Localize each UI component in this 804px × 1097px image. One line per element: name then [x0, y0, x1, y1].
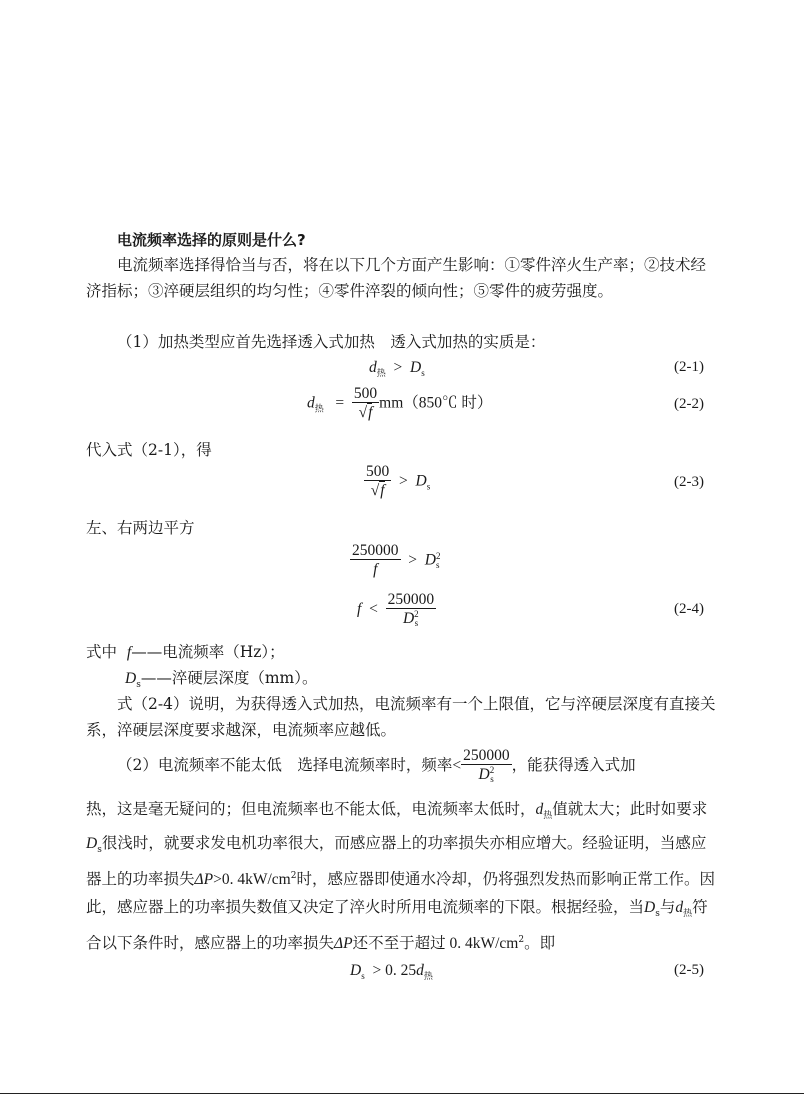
eq4-den-sub: s — [414, 618, 419, 629]
equation-number-2-2: (2-2) — [674, 396, 704, 412]
para4-tail: ，能获得透入式加 — [511, 756, 636, 774]
para5-text-8: 还不至于超过 0. 4kW/cm — [352, 935, 519, 952]
heating-type-paragraph: （1）加热类型应首先选择透入式加热 透入式加热的实质是： — [117, 333, 546, 351]
where-d-desc: ——淬硬层深度（mm）。 — [140, 669, 318, 687]
eq4-frac-den — [386, 609, 437, 629]
equation-2-1 — [369, 359, 425, 379]
para5-text-4-sup: 2 — [290, 871, 297, 881]
lower-limit-paragraph — [86, 796, 716, 958]
where-d-line — [125, 666, 317, 690]
para5-delta-p-2: ΔP — [334, 935, 353, 952]
eq5-rhs-sub: 热 — [423, 971, 433, 981]
para5-D-sub: s — [97, 844, 102, 855]
eq3b-frac-den: f — [373, 561, 378, 578]
para5-d-sub: 热 — [543, 811, 553, 821]
eq3b-fraction — [350, 542, 401, 580]
frequency-low-line — [117, 747, 636, 785]
equation-number-2-3: (2-3) — [674, 474, 704, 490]
eq3-op: > — [399, 472, 408, 490]
eq4-op: < — [369, 600, 378, 618]
para5-D: D — [86, 834, 98, 852]
para5-d2-sub: 热 — [683, 908, 693, 919]
eq3b-rhs: D — [424, 551, 436, 569]
where-f-desc: ——电流频率（Hz）； — [131, 643, 285, 661]
eq2-frac-den: √f — [358, 404, 373, 421]
eq5-lhs-sub: s — [361, 971, 365, 981]
eq5-op: > — [372, 962, 382, 979]
eq1-lhs: d — [369, 359, 377, 376]
para4-den-var: D — [478, 766, 490, 783]
para5-text-3: 很浅时，就要求发电机功率很大，而感应器上的功率损失亦相应增大。经验证明，当感应器上的功率损失 — [86, 833, 707, 888]
eq1-rhs: D — [410, 359, 422, 376]
para5-d: d — [535, 801, 544, 818]
eq2-frac-den-var: f — [368, 404, 373, 421]
para4-frac-num: 250000 — [463, 747, 510, 764]
eq2-lhs-sub: 热 — [314, 403, 324, 414]
eq3-frac-den-var: f — [380, 482, 385, 499]
para5-text-6: 与 — [659, 897, 676, 916]
eq1-lhs-sub: 热 — [376, 368, 386, 378]
page-bottom-border — [0, 1093, 804, 1094]
square-both-sides-line: 左、右两边平方 — [86, 519, 195, 537]
para5-d2: d — [675, 898, 684, 916]
eq2-frac-num: 500 — [353, 385, 378, 402]
para4-den-sup: 2 — [489, 765, 495, 776]
para4-fraction — [461, 747, 512, 785]
para4-lead: （2）电流频率不能太低 选择电流频率时，频率 — [117, 756, 453, 774]
eq3-rhs-sub: s — [426, 481, 431, 492]
substitution-line: 代入式（2-1），得 — [86, 441, 212, 459]
para5-text-9: 。即 — [524, 934, 556, 952]
para5-text-4: >0. 4kW/cm — [213, 871, 291, 888]
eq4-den-sup: 2 — [414, 609, 419, 620]
para5-text-5: 时，感应器即使通水冷却，仍将强烈发热而影响正常工作。因此，感应器上的功率损失数值又决定了淬火时所用电流频率的下限。根据经验，当 — [86, 870, 715, 916]
intro-paragraph: 电流频率选择得恰当与否，将在以下几个方面产生影响：①零件淬火生产率；②技术经济指标；③淬硬层组织的均匀性；④零件淬裂的倾向性；⑤零件的疲劳强度。 — [86, 256, 707, 300]
where-d-sub: s — [136, 680, 141, 690]
eq3b-rhs-sub: s — [435, 560, 440, 570]
equation-2-2 — [307, 385, 492, 423]
eq3-frac-num: 500 — [366, 463, 390, 480]
para4-lt: < — [452, 757, 462, 774]
para4-frac-den — [461, 765, 512, 785]
eq2-unit: mm（850℃ 时） — [379, 394, 493, 412]
eq4-lhs: f — [357, 600, 362, 618]
equation-2-5 — [350, 962, 433, 982]
eq5-coef: 0. 25 — [385, 962, 417, 979]
eq3-fraction — [364, 463, 391, 501]
equation-number-2-5: (2-5) — [674, 962, 704, 978]
eq1-rhs-sub: s — [421, 368, 425, 378]
eq3b-op: > — [408, 551, 417, 569]
eq3b-frac-num: 250000 — [352, 542, 399, 559]
where-d-symbol: D — [125, 670, 137, 687]
equation-squared — [350, 542, 440, 580]
where-prefix: 式中 — [86, 643, 118, 661]
para5-text-2: 值就太大；此时如要求 — [552, 800, 708, 818]
equation-number-2-1: (2-1) — [674, 359, 704, 375]
question-heading: 电流频率选择的原则是什么? — [117, 231, 306, 249]
para5-text-8-sup: 2 — [518, 935, 525, 945]
equation-2-3 — [364, 463, 430, 501]
eq1-op: > — [393, 359, 403, 376]
eq2-lhs: d — [307, 394, 315, 412]
para5-D2: D — [644, 898, 656, 916]
eq5-rhs: d — [416, 962, 424, 979]
para5-delta-p: ΔP — [194, 871, 214, 888]
eq2-op: = — [335, 394, 345, 412]
para5-text-1: 热，这是毫无疑问的；但电流频率也不能太低，电流频率太低时， — [86, 800, 536, 818]
eq4-den-var: D — [402, 610, 415, 627]
eq4-fraction — [386, 591, 437, 629]
where-f-symbol: f — [126, 644, 132, 661]
para5-D2-sub: s — [655, 908, 660, 919]
para4-den-sub: s — [490, 774, 494, 785]
equation-number-2-4: (2-4) — [674, 601, 704, 617]
eq4-frac-num: 250000 — [387, 591, 435, 608]
para5-text-7: 符合以下条件时，感应器上的功率损失 — [86, 897, 708, 952]
upper-limit-paragraph: 式（2-4）说明，为获得透入式加热，电流频率有一个上限值，它与淬硬层深度有直接关系，淬硬层深度要求越深，电流频率应越低。 — [86, 695, 716, 739]
where-f-line — [86, 640, 285, 662]
eq2-fraction — [352, 385, 379, 423]
equation-2-4 — [357, 591, 436, 629]
eq3b-rhs-sup: 2 — [435, 551, 441, 561]
eq3-frac-den: √f — [370, 482, 385, 499]
eq3-rhs: D — [415, 472, 427, 490]
eq5-lhs: D — [350, 962, 362, 979]
